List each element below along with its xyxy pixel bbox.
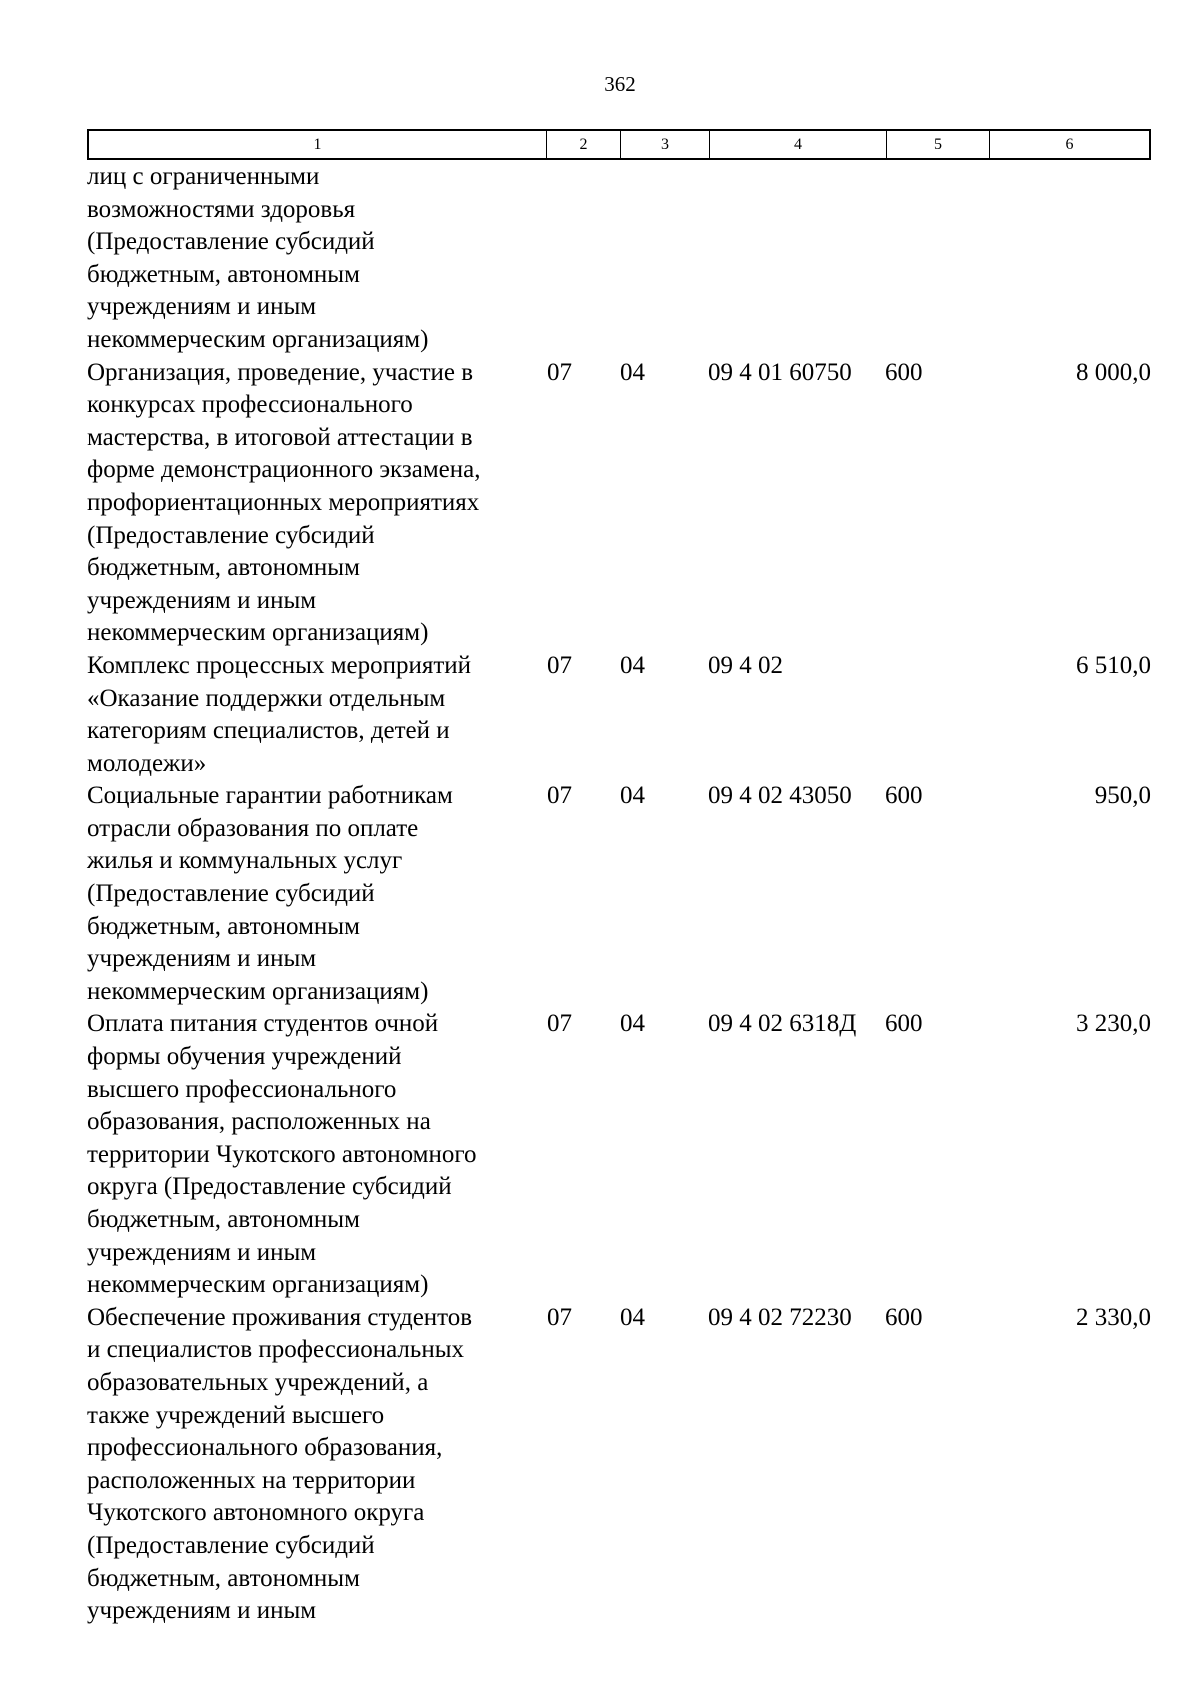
row-section: 07	[547, 1303, 572, 1331]
column-header-3: 3	[621, 131, 710, 158]
row-target-article: 09 4 02 43050	[708, 782, 852, 810]
row-expense-type: 600	[885, 1010, 923, 1038]
column-header-6: 6	[1065, 136, 1074, 153]
table-row	[87, 161, 1151, 357]
table-row	[87, 357, 1151, 650]
column-header-2: 2	[547, 131, 621, 158]
row-expense-type: 600	[885, 782, 923, 810]
table-header	[87, 129, 1151, 160]
column-header-4: 4	[710, 131, 887, 158]
row-amount: 3 230,0	[1076, 1010, 1151, 1038]
column-header-5: 5	[887, 131, 990, 158]
row-name: Организация, проведение, участие в конкурсах профессионального мастерства, в итоговой аттестации в форме демонстрационного экзамена, профориентационных мероприятиях (Предоставление субсидий бюджетным, автономным учреждениям и иным некоммерческим организациям)	[87, 358, 481, 647]
row-amount: 6 510,0	[1076, 651, 1151, 679]
row-target-article: 09 4 01 60750	[708, 358, 852, 386]
row-section: 07	[547, 782, 572, 810]
row-expense-type: 600	[885, 1303, 923, 1331]
table-body	[87, 161, 1151, 1628]
table-row	[87, 780, 1151, 1008]
page-number: 362	[604, 72, 636, 96]
row-section: 07	[547, 1010, 572, 1038]
row-subsection: 04	[620, 1303, 645, 1331]
row-target-article: 09 4 02 6318Д	[708, 1010, 857, 1038]
table-row	[87, 1008, 1151, 1301]
row-subsection: 04	[620, 1010, 645, 1038]
row-name: Оплата питания студентов очной формы обучения учреждений высшего профессионального образования, расположенных на территории Чукотского автономного округа (Предоставление субсидий бюджетным, автономным учреждениям и иным некоммерческим организациям)	[87, 1010, 477, 1299]
table-row	[87, 650, 1151, 780]
row-amount: 2 330,0	[1076, 1303, 1151, 1331]
row-subsection: 04	[620, 358, 645, 386]
table-row	[87, 1302, 1151, 1628]
row-expense-type: 600	[885, 358, 923, 386]
row-amount: 8 000,0	[1076, 358, 1151, 386]
row-name: Социальные гарантии работникам отрасли образования по оплате жилья и коммунальных услуг (Предоставление субсидий бюджетным, автономным учреждениям и иным некоммерческим организациям)	[87, 782, 453, 1005]
row-section: 07	[547, 358, 572, 386]
row-subsection: 04	[620, 651, 645, 679]
row-amount: 950,0	[1094, 782, 1151, 810]
row-name: Комплекс процессных мероприятий «Оказание поддержки отдельным категориям специалистов, детей и молодежи»	[87, 651, 472, 777]
row-target-article: 09 4 02	[708, 651, 783, 679]
row-name: лиц с ограниченными возможностями здоровья (Предоставление субсидий бюджетным, автономным учреждениям и иным некоммерческим организациям)	[87, 163, 429, 353]
row-name: Обеспечение проживания студентов и специалистов профессиональных образовательных учреждений, а также учреждений высшего профессионального образования, расположенных на территории Чукотского автономного округа (Предоставление субсидий бюджетным, автономным учреждениям и иным	[87, 1303, 473, 1625]
row-subsection: 04	[620, 782, 645, 810]
column-header-1: 1	[89, 131, 547, 158]
row-section: 07	[547, 651, 572, 679]
row-target-article: 09 4 02 72230	[708, 1303, 852, 1331]
